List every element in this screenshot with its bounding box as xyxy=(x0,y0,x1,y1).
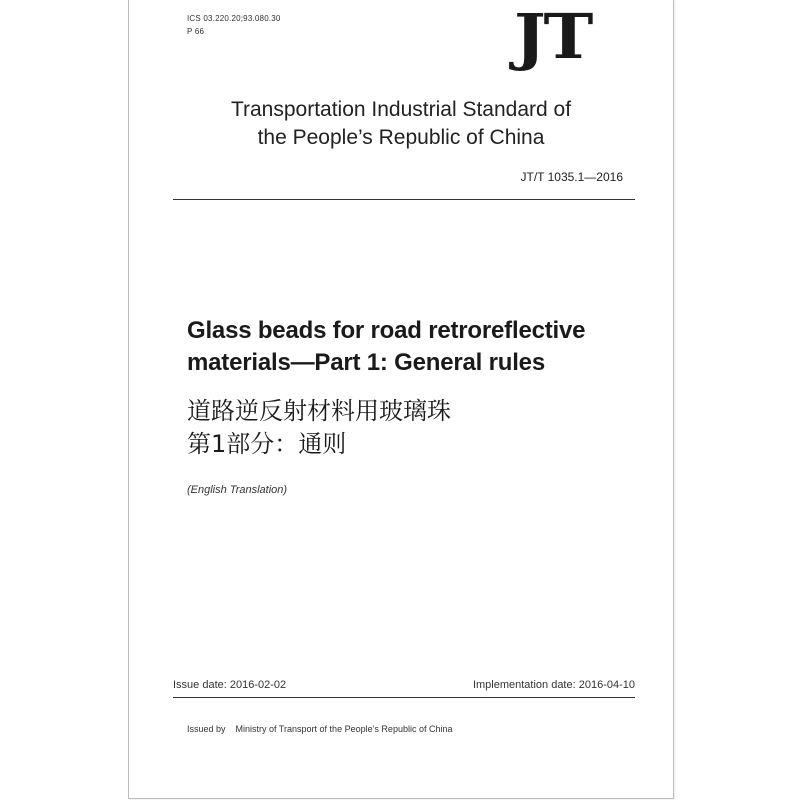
standard-cover-page xyxy=(128,0,674,799)
translation-note: (English Translation) xyxy=(187,484,288,496)
document-title-en-line1: Glass beads for road retroreflective xyxy=(187,317,586,344)
document-title-cn-line2: 第1部分：通则 xyxy=(187,430,347,458)
issue-date: Issue date: 2016-02-02 xyxy=(173,679,287,691)
jt-logo: JT xyxy=(514,0,592,73)
implementation-date: Implementation date: 2016-04-10 xyxy=(472,679,635,691)
issuer-name: Ministry of Transport of the People’s Republic of China xyxy=(235,724,453,734)
header-divider xyxy=(173,199,635,200)
issuer-line xyxy=(187,724,452,734)
issuer-label: Issued by xyxy=(187,724,226,734)
document-title-cn-line1: 道路逆反射材料用玻璃珠 xyxy=(187,397,451,425)
classification-code: P 66 xyxy=(187,27,205,36)
document-title-en-line2: materials—Part 1: General rules xyxy=(187,349,545,376)
standard-title-line2: the People’s Republic of China xyxy=(257,126,545,149)
standard-title-line1: Transportation Industrial Standard of xyxy=(230,98,572,121)
standard-number: JT/T 1035.1—2016 xyxy=(520,170,623,184)
ics-code: ICS 03.220.20;93.080.30 xyxy=(187,14,281,23)
footer-divider xyxy=(173,697,635,698)
